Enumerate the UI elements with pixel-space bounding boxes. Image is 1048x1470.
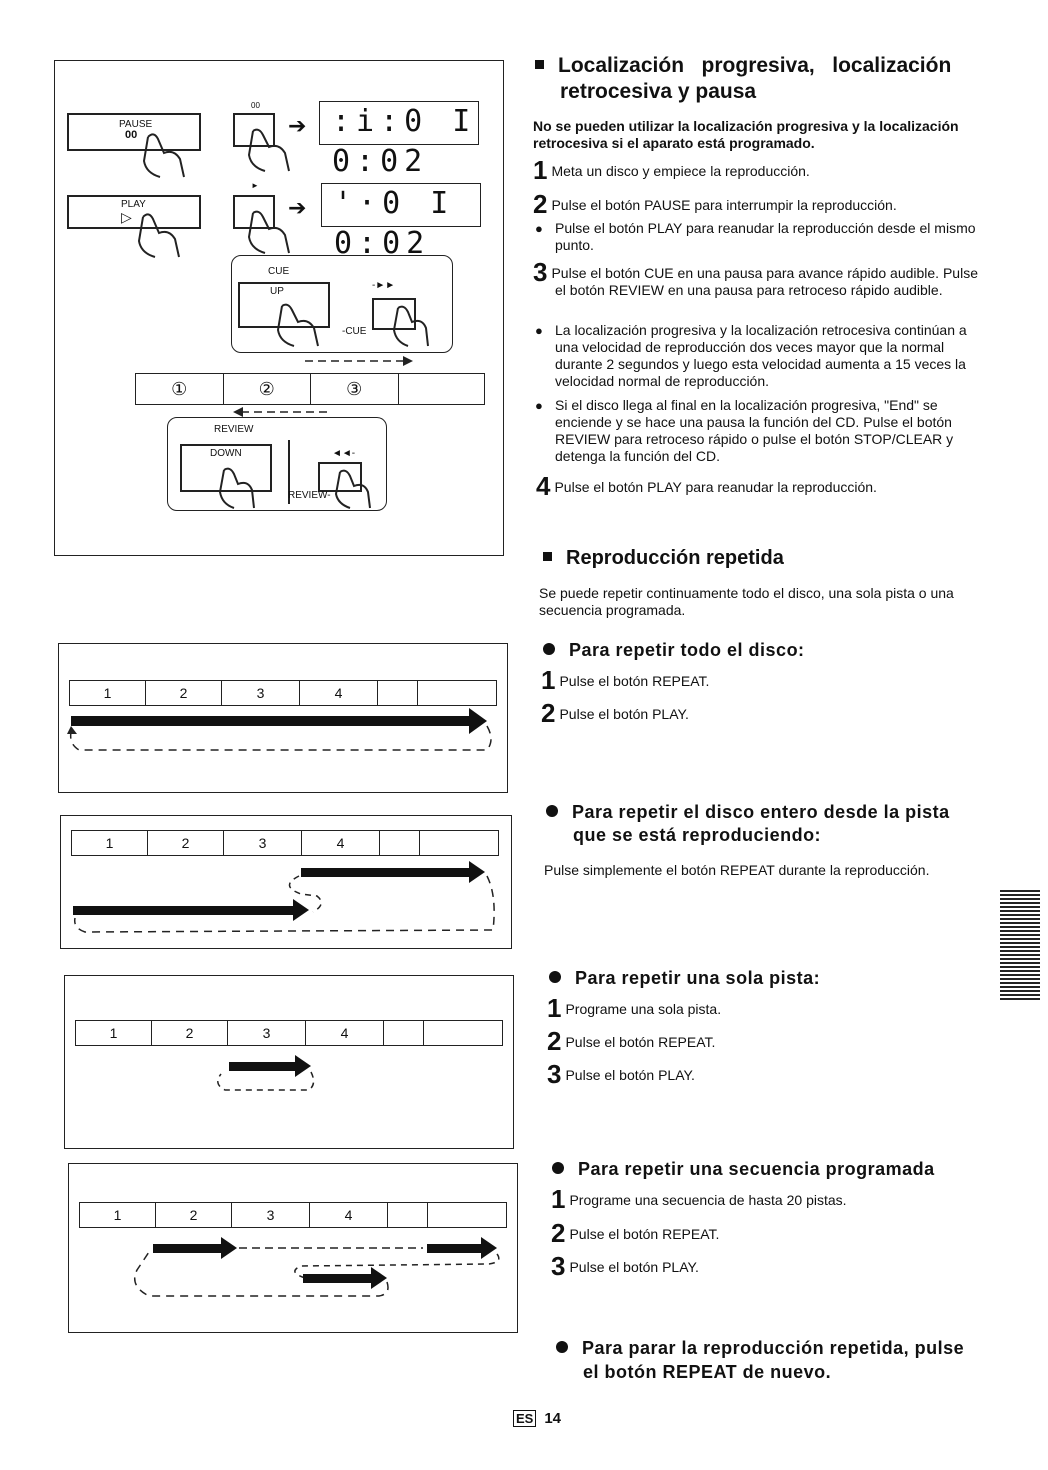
step-number: 1 <box>533 155 548 185</box>
rew-glyph: ◄◄- <box>332 448 356 459</box>
track-cell-break <box>388 1203 428 1227</box>
repeat-single-step-3 <box>547 1059 987 1089</box>
play-label: PLAY <box>121 199 146 210</box>
track-cell: 4 <box>306 1021 384 1045</box>
track-cell: 2 <box>148 831 224 855</box>
review-group <box>167 417 387 511</box>
step-text: Pulse el botón PLAY. <box>565 1067 695 1083</box>
step-number: 1 <box>547 993 562 1023</box>
track-cell-empty <box>399 374 485 404</box>
step-2 <box>533 189 983 219</box>
round-bullet-icon <box>552 1162 564 1174</box>
track-cell: 1 <box>70 681 146 705</box>
section-title-search-line2 <box>560 80 990 104</box>
small-pause-glyph: 00 <box>251 101 260 110</box>
pause-glyph: 00 <box>125 129 138 141</box>
round-bullet-icon <box>543 643 555 655</box>
finger-pointer-icon <box>247 127 293 173</box>
subsection-repeat-disc <box>543 638 983 662</box>
round-bullet-icon <box>556 1341 568 1353</box>
stop-repeat-note-line2 <box>583 1360 1013 1384</box>
repeat-arrow-diagram <box>59 704 509 774</box>
track-strip-search <box>135 373 485 405</box>
step-number: 2 <box>541 698 556 728</box>
stop-line-1: Para parar la reproducción repetida, pulse <box>582 1338 965 1358</box>
step-3-note-end: ● Si el disco llega al final en la localización progresiva, "End" se enciende y se hace una pausa la función del CD. Pulse el botón REVIEW para retroceso rápido o pulse el botón STOP/CLEAR y detenga la función del CD. <box>535 397 987 465</box>
stop-repeat-note <box>556 1336 1016 1360</box>
step-text: Pulse el botón PLAY para reanudar la reproducción. <box>554 479 877 495</box>
track-cell: 4 <box>300 681 378 705</box>
track-cell: 3 <box>224 831 302 855</box>
repeat-from-track-text: Pulse simplemente el botón REPEAT durante la reproducción. <box>544 862 930 878</box>
repeat-sequence-step-3 <box>551 1251 991 1281</box>
repeat-arrow-diagram <box>65 1050 515 1110</box>
title-text: Reproducción repetida <box>566 547 784 569</box>
subsection-title: Para repetir el disco entero desde la pista <box>572 802 950 822</box>
repeat-intro: Se puede repetir continuamente todo el disco, una sola pista o una secuencia programada. <box>539 585 954 618</box>
step-number: 3 <box>533 257 548 287</box>
track-strip <box>79 1202 507 1228</box>
finger-pointer-icon <box>218 466 258 510</box>
step-number: 3 <box>551 1251 566 1281</box>
track-strip <box>71 830 499 856</box>
title-line-1: Localización progresiva, localización <box>558 54 952 77</box>
step-1 <box>533 155 983 185</box>
step-text: Meta un disco y empiece la reproducción. <box>551 163 810 179</box>
subsection-title: Para repetir todo el disco: <box>569 640 805 660</box>
subsection-title: Para repetir una secuencia programada <box>578 1159 935 1179</box>
finger-pointer-icon <box>140 131 190 181</box>
step-3 <box>533 257 985 299</box>
finger-pointer-icon <box>276 302 322 348</box>
title-line-2: retrocesiva y pausa <box>560 80 757 103</box>
track-cell-empty <box>418 681 494 705</box>
page-number: 14 <box>544 1410 562 1427</box>
down-label: DOWN <box>210 448 242 459</box>
step-text: Programe una secuencia de hasta 20 pistas. <box>569 1192 847 1208</box>
cue-label: CUE <box>268 266 290 277</box>
arrow-right-icon: ➔ <box>288 195 307 220</box>
page-footer <box>513 1410 561 1427</box>
pause-label: PAUSE <box>119 119 153 130</box>
step-number: 4 <box>536 471 551 501</box>
track-cell: ② <box>224 374 312 404</box>
track-cell: ① <box>136 374 224 404</box>
repeat-single-step-2 <box>547 1026 987 1056</box>
finger-pointer-icon <box>135 211 185 261</box>
track-cell: ③ <box>311 374 399 404</box>
track-strip <box>75 1020 503 1046</box>
track-cell-empty <box>428 1203 504 1227</box>
finger-pointer-icon <box>392 304 432 348</box>
cue-group <box>231 255 453 353</box>
figure-repeat-from-track <box>60 815 512 949</box>
repeat-arrow-diagram <box>61 856 513 946</box>
step-text: Pulse el botón REPEAT. <box>569 1226 720 1242</box>
track-cell-empty <box>420 831 496 855</box>
stop-line-2: el botón REPEAT de nuevo. <box>583 1362 832 1382</box>
step-text: Programe una sola pista. <box>565 1001 722 1017</box>
track-cell: 4 <box>310 1203 388 1227</box>
step-text: Pulse el botón PLAY. <box>569 1259 699 1275</box>
arrow-right-icon: ➔ <box>288 113 307 138</box>
programmed-warning: No se pueden utilizar la localización progresiva y la localización retrocesiva si el aparato está programado. <box>533 118 959 151</box>
lcd-display-play: '·0 I 0:02 <box>321 183 481 227</box>
track-strip <box>69 680 497 706</box>
step-number: 2 <box>551 1218 566 1248</box>
repeat-disc-step-1 <box>541 665 981 695</box>
figure-repeat-single <box>64 975 514 1149</box>
step-number: 1 <box>541 665 556 695</box>
finger-pointer-icon <box>247 209 293 255</box>
section-title-search <box>535 54 995 78</box>
repeat-single-step-1 <box>547 993 987 1023</box>
track-cell: 2 <box>156 1203 232 1227</box>
repeat-arrow-diagram <box>69 1230 519 1334</box>
track-cell-break <box>380 831 420 855</box>
step-text: Pulse el botón REPEAT. <box>565 1034 716 1050</box>
step-text: Pulse el botón PAUSE para interrumpir la reproducción. <box>551 197 897 213</box>
track-cell: 1 <box>80 1203 156 1227</box>
step-text: Pulse el botón CUE en una pausa para avance rápido audible. Pulse el botón REVIEW en una pausa para retroceso rápido audible. <box>551 265 978 298</box>
forward-search-arrows <box>305 353 415 369</box>
up-label: UP <box>270 286 284 297</box>
repeat-sequence-step-2 <box>551 1218 991 1248</box>
track-cell-break <box>384 1021 424 1045</box>
round-bullet-icon <box>546 805 558 817</box>
round-bullet-icon <box>549 971 561 983</box>
subsection-repeat-single <box>549 966 989 990</box>
step-3-note-speed: ● La localización progresiva y la localización retrocesiva continúan a una velocidad de reproducción dos veces mayor que la normal durante 2 segundos y luego esta velocidad aumenta a 15 veces la velocidad normal de reproducción. <box>535 322 987 390</box>
subsection-repeat-from-track-line2 <box>573 823 1003 847</box>
track-cell: 2 <box>152 1021 228 1045</box>
small-play-glyph: ► <box>251 181 259 190</box>
track-cell: 1 <box>72 831 148 855</box>
cue-small-label: -CUE <box>342 326 367 337</box>
repeat-disc-step-2 <box>541 698 981 728</box>
language-badge: ES <box>513 1410 536 1427</box>
figure-repeat-sequence <box>68 1163 518 1333</box>
subsection-repeat-from-track <box>546 800 1006 824</box>
lcd-display-pause: :i:0 I 0:02 <box>319 101 479 145</box>
step-text: Pulse el botón PLAY. <box>559 706 689 722</box>
track-cell: 3 <box>222 681 300 705</box>
review-small-label: REVIEW- <box>288 490 331 501</box>
ff-glyph: -►► <box>372 280 396 291</box>
track-cell-empty <box>424 1021 500 1045</box>
step-2-note: ● Pulse el botón PLAY para reanudar la reproducción desde el mismo punto. <box>535 220 987 254</box>
track-cell: 3 <box>228 1021 306 1045</box>
section-title-repeat <box>543 546 983 570</box>
step-number: 3 <box>547 1059 562 1089</box>
step-number: 2 <box>533 189 548 219</box>
step-number: 1 <box>551 1184 566 1214</box>
square-bullet-icon <box>535 60 544 69</box>
subsection-title-line2: que se está reproduciendo: <box>573 825 822 845</box>
track-cell: 4 <box>302 831 380 855</box>
track-cell: 3 <box>232 1203 310 1227</box>
figure-search-pause <box>54 60 504 556</box>
finger-pointer-icon <box>334 468 374 510</box>
track-cell: 2 <box>146 681 222 705</box>
repeat-sequence-step-1 <box>551 1184 991 1214</box>
track-cell: 1 <box>76 1021 152 1045</box>
review-label: REVIEW <box>214 424 254 435</box>
track-cell-break <box>378 681 418 705</box>
edge-index-tab <box>1000 890 1040 1000</box>
subsection-repeat-sequence <box>552 1157 992 1181</box>
subsection-title: Para repetir una sola pista: <box>575 968 821 988</box>
step-text: Pulse el botón REPEAT. <box>559 673 710 689</box>
step-number: 2 <box>547 1026 562 1056</box>
play-glyph: ▷ <box>121 209 132 225</box>
figure-repeat-disc <box>58 643 508 793</box>
square-bullet-icon <box>543 552 552 561</box>
step-4 <box>536 471 986 501</box>
